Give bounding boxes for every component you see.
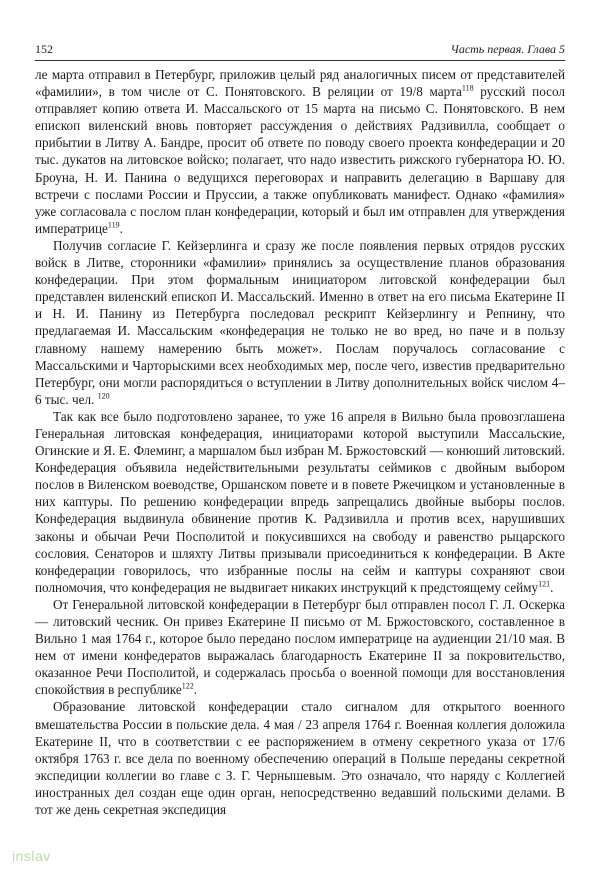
text-segment: .: [119, 220, 123, 236]
text-segment: .: [550, 579, 554, 595]
paragraph-4: [35, 596, 565, 699]
paragraph-3: [35, 408, 565, 596]
text-segment: ле марта отправил в Петербург, приложив целый ряд аналогичных писем от представителей «фамилии», в том числе от С. Понятовского. В реляции от 19/8 марта: [35, 67, 565, 100]
page-number: 152: [35, 42, 53, 56]
footnote-ref-119: 119: [107, 220, 120, 230]
page-header: [35, 40, 565, 61]
text-segment: Образование литовской конфедерации стало сигналом для открытого военного вмешательства России в польские дела. 4 мая / 23 апреля 1764 г. Военная коллегия доложила Екатерине II, что в соответствии с ее распоряжением в отмену секретного указа от 17/6 октября 1763 г. все дела по военному обеспечению операций в Польше переданы секретной экспедиции коллегии во главе с З. Г. Чернышевым. Это означало, что наряду с Коллегией иностранных дел создан еще один орган, непосредственно ведавший польскими делами. В тот же день секретная экспедиция: [35, 699, 565, 818]
paragraph-1: [35, 66, 565, 237]
footnote-ref-118: 118: [461, 83, 474, 93]
body-text: [35, 66, 565, 818]
text-segment: Получив согласие Г. Кейзерлинга и сразу же после появления первых отрядов русских войск в Литве, сторонники «фамилии» принялись за осуществление планов образования конфедерации. При этом формальным инициатором литовской конфедерации был представлен виленский епископ И. Массальский. Именно в ответ на его письма Екатерине II и Н. И. Панину из Петербурга последовал рескрипт Кейзерлингу и Репнину, что предлагаемая И. Массальским «конфедерация не только не во вред, но паче и в пользу главному нашему намерению быть может». Послам поручалось согласование с Массальскими и Чарторыскими всех необходимых мер, после чего, известив предварительно Петербург, они могли распорядиться о вступлении в Литву дополнительных войск числом 4–6 тыс. чел.: [35, 237, 565, 407]
running-head: Часть первая. Глава 5: [450, 42, 565, 56]
footnote-ref-122: 122: [181, 681, 194, 691]
text-segment: Так как все было подготовлено заранее, то уже 16 апреля в Вильно была провозглашена Генеральная литовская конфедерация, инициаторами которой выступили Массальские, Огинские и Я. Е. Флеминг, а маршалом был избран М. Бржостовский — конюший литовский. Конфедерация объявила недействительными результаты сеймиков с двойным выбором послов в Виленском воеводстве, Оршанском повете и в повете Ржечицком и установленные в них каптуры. По решению конфедерации впредь запрещались двойные выборы послов. Конфедерация выдвинула обвинение против К. Радзивилла и против всех, нарушивших законы и обычаи Речи Посполитой и покусившихся на свободу и равенство рыцарского сословия. Сенаторов и шляхту Литвы призывали присоединиться к конфедерации. В Акте конфедерации говорилось, что избранные послы на сейм и каптуры сохраняют свои полномочия, что конфедерация не выдвигает никаких инструкций к предстоящему сейму: [35, 408, 565, 595]
text-segment: русский посол отправляет копию ответа И. Массальского от 15 марта на письмо С. Понятовского. В нем епископ виленский вновь повторяет рассуждения о действиях Радзивилла, сообщает о прибытии в Литву А. Бандре, просит об ответе по поводу своего проекта конфедерации и 20 тыс. дукатов на литовское войско; полагает, что надо известить рижского губернатора Ю. Ю. Броуна, Н. И. Панина о ведущихся переговорах и направить делегацию в Варшаву для встречи с послами России и Пруссии, а также опубликовать манифест. Однако «фамилия» уже согласовала с послом план конфедерации, который и был им отправлен для утверждения императрице: [35, 84, 565, 236]
paragraph-2: [35, 237, 565, 408]
text-segment: От Генеральной литовской конфедерации в Петербург был отправлен посол Г. Л. Оскерка — литовский чесник. Он привез Екатерине II письмо от М. Бржостовского, составленное в Вильно 1 мая 1764 г., которое было передано послом императрице на аудиенции 21/10 мая. В нем от имени конфедератов выражалась благодарность Екатерине II за покровительство, оказанное Речи Посполитой, и содержалась просьба о военной помощи для восстановления спокойствия в республике: [35, 596, 565, 698]
text-segment: .: [193, 682, 198, 698]
footnote-ref-121: 121: [538, 579, 551, 589]
footnote-ref-120: 120: [97, 391, 110, 401]
watermark-logo: inslav: [12, 848, 51, 864]
paragraph-5: [35, 698, 565, 818]
